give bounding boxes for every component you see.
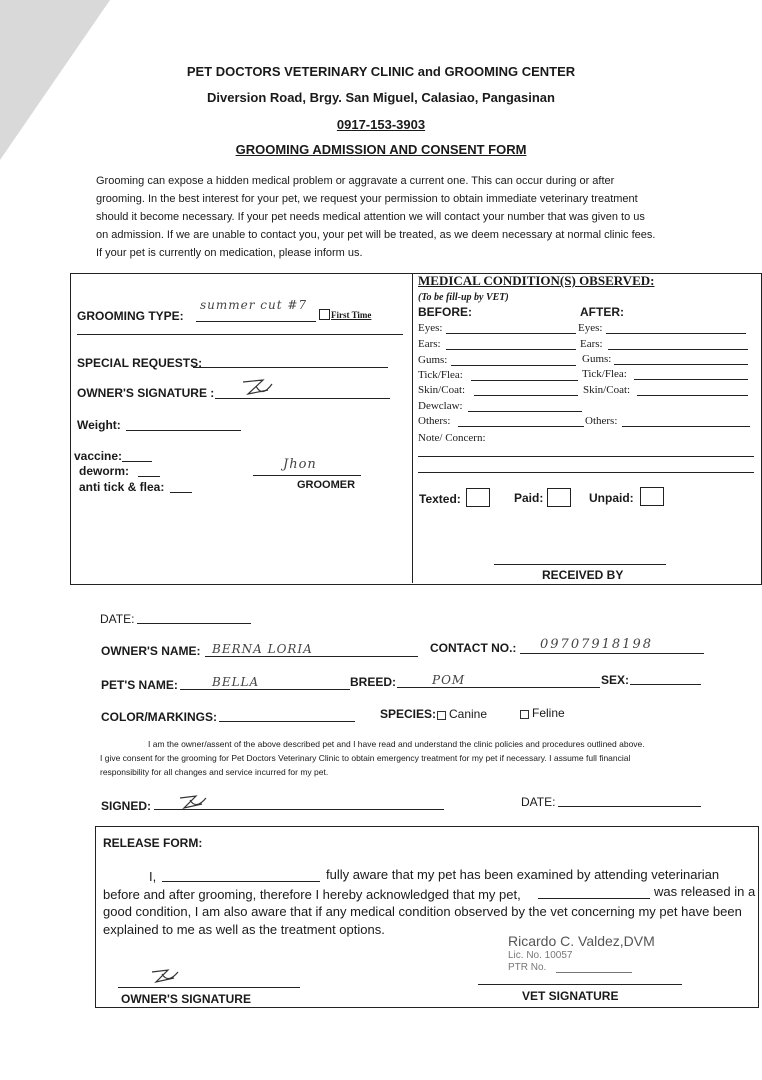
intro-line: grooming. In the best interest for your pet, we request your permission to obtain immediate veterinary treatment [96, 193, 638, 205]
owner-name-value[interactable]: BERNA LORIA [212, 642, 313, 656]
color-markings-label: COLOR/MARKINGS: [101, 710, 217, 724]
owner-signature-label: OWNER'S SIGNATURE : [77, 386, 215, 400]
intro-line: Grooming can expose a hidden medical problem or aggravate a current one. This can occur during or after [96, 175, 615, 187]
unpaid-label: Unpaid: [589, 491, 634, 505]
intro-paragraph [96, 172, 716, 262]
after-tick-label: Tick/Flea: [582, 368, 627, 380]
form-title: GROOMING ADMISSION AND CONSENT FORM [235, 142, 527, 157]
before-label: BEFORE: [418, 305, 472, 319]
medical-condition-title: MEDICAL CONDITION(S) OBSERVED: [418, 273, 655, 288]
texted-label: Texted: [419, 492, 461, 506]
signed-date-field[interactable] [558, 806, 701, 807]
intro-line: on admission. If we are unable to contact you, your pet will be treated, as we deem necessary at normal clinic fees. [96, 229, 656, 241]
after-eyes-label: Eyes: [578, 322, 603, 334]
unpaid-checkbox[interactable] [640, 487, 664, 506]
release-owner-signature-label: OWNER'S SIGNATURE [121, 992, 251, 1006]
intro-line: should it become necessary. If your pet needs medical attention we will contact your number that was given to us [96, 211, 645, 223]
vet-signature-label: VET SIGNATURE [522, 989, 619, 1003]
pet-name-value[interactable]: BELLA [212, 675, 260, 689]
release-title: RELEASE FORM: [103, 836, 203, 850]
clinic-address: Diversion Road, Brgy. San Miguel, Calasiao, Pangasinan [207, 90, 555, 105]
first-time-checkbox[interactable] [319, 309, 330, 320]
clinic-phone: 0917-153-3903 [336, 117, 426, 132]
after-ears-label: Ears: [580, 338, 603, 350]
breed-value[interactable]: POM [432, 673, 466, 687]
paid-checkbox[interactable] [547, 488, 571, 507]
weight-field[interactable] [126, 430, 241, 431]
release-pet-name-field[interactable] [538, 898, 650, 899]
weight-label: Weight: [77, 418, 121, 432]
release-line4: explained to me as well as the treatment options. [103, 922, 385, 937]
before-dewclaw-label: Dewclaw: [418, 400, 463, 412]
clinic-name: PET DOCTORS VETERINARY CLINIC and GROOMING CENTER [186, 64, 576, 79]
deworm-label: deworm: [79, 464, 130, 478]
owner-name-label: OWNER'S NAME: [101, 644, 201, 658]
signed-label: SIGNED: [101, 799, 152, 813]
consent-line: I give consent for the grooming for Pet Doctors Veterinary Clinic to obtain emergency treatment for my pet if necessary. I assume full financial [100, 753, 631, 763]
before-others-label: Others: [418, 415, 451, 427]
before-eyes-label: Eyes: [418, 322, 443, 334]
folded-corner [0, 0, 110, 160]
canine-checkbox[interactable] [437, 711, 446, 720]
contact-value[interactable]: 09707918198 [540, 637, 653, 652]
owner-signature-field[interactable] [215, 398, 390, 399]
vet-name: Ricardo C. Valdez,DVM [508, 933, 655, 949]
vet-license: Lic. No. 10057 [508, 950, 573, 961]
pet-name-label: PET'S NAME: [101, 678, 178, 692]
feline-checkbox[interactable] [520, 710, 529, 719]
release-line3: good condition, I am also aware that if any medical condition observed by the vet concerning my pet have been [103, 904, 742, 919]
release-line1-end: fully aware that my pet has been examined by attending veterinarian [326, 867, 720, 882]
note-line-2[interactable] [418, 472, 754, 473]
special-requests-field[interactable] [193, 367, 388, 368]
color-markings-field[interactable] [219, 721, 355, 722]
grooming-type-label: GROOMING TYPE: [77, 309, 184, 323]
signed-date-label: DATE: [521, 795, 556, 809]
after-label: AFTER: [580, 305, 624, 319]
before-ears-label: Ears: [418, 338, 441, 350]
date-label: DATE: [100, 612, 135, 626]
groomer-label: GROOMER [297, 479, 356, 491]
release-owner-signature-field[interactable] [118, 987, 300, 988]
note-concern-label: Note/ Concern: [418, 432, 486, 444]
before-tick-label: Tick/Flea: [418, 369, 463, 381]
feline-label: Feline [532, 706, 565, 720]
vet-signature-field[interactable] [478, 984, 682, 985]
groomer-signature: Jhon [283, 457, 317, 472]
signed-field[interactable] [154, 809, 444, 810]
received-by-label: RECEIVED BY [542, 568, 624, 582]
release-line2-end: was released in a [654, 884, 756, 899]
contact-label: CONTACT NO.: [430, 641, 517, 655]
after-skin-label: Skin/Coat: [583, 384, 631, 396]
grooming-type-value[interactable]: summer cut #7 [200, 298, 308, 312]
release-owner-name-field[interactable] [162, 881, 320, 882]
admission-divider [412, 273, 413, 583]
release-line1-start: I, [149, 869, 157, 884]
canine-label: Canine [449, 707, 488, 721]
special-requests-label: SPECIAL REQUESTS: [77, 356, 203, 370]
breed-label: BREED: [350, 675, 397, 689]
intro-line: If your pet is currently on medication, please inform us. [96, 247, 363, 259]
paid-label: Paid: [514, 491, 544, 505]
received-by-field[interactable] [494, 564, 666, 565]
vet-ptr: PTR No. [508, 962, 547, 973]
after-gums-label: Gums: [582, 353, 612, 365]
vaccine-label: vaccine: [74, 449, 123, 463]
before-gums-label: Gums: [418, 354, 448, 366]
anti-tick-label: anti tick & flea: [79, 480, 165, 494]
date-field[interactable] [137, 623, 251, 624]
first-time-label: First Time [331, 310, 372, 320]
note-line-1[interactable] [418, 456, 754, 457]
consent-line: responsibility for all changes and service incurred for my pet. [100, 767, 329, 777]
consent-paragraph [100, 737, 710, 779]
release-owner-scribble [148, 962, 182, 986]
consent-line: I am the owner/assent of the above described pet and I have read and understand the clinic policies and procedures outlined above. [148, 739, 645, 749]
texted-checkbox[interactable] [466, 488, 490, 507]
species-label: SPECIES: [380, 707, 437, 721]
release-line2-start: before and after grooming, therefore I hereby acknowledged that my pet, [103, 887, 521, 902]
before-skin-label: Skin/Coat: [418, 384, 466, 396]
after-others-label: Others: [585, 415, 618, 427]
medical-condition-subtitle: (To be fill-up by VET) [418, 292, 509, 303]
sex-label: SEX: [601, 673, 630, 687]
sex-field[interactable] [630, 684, 701, 685]
